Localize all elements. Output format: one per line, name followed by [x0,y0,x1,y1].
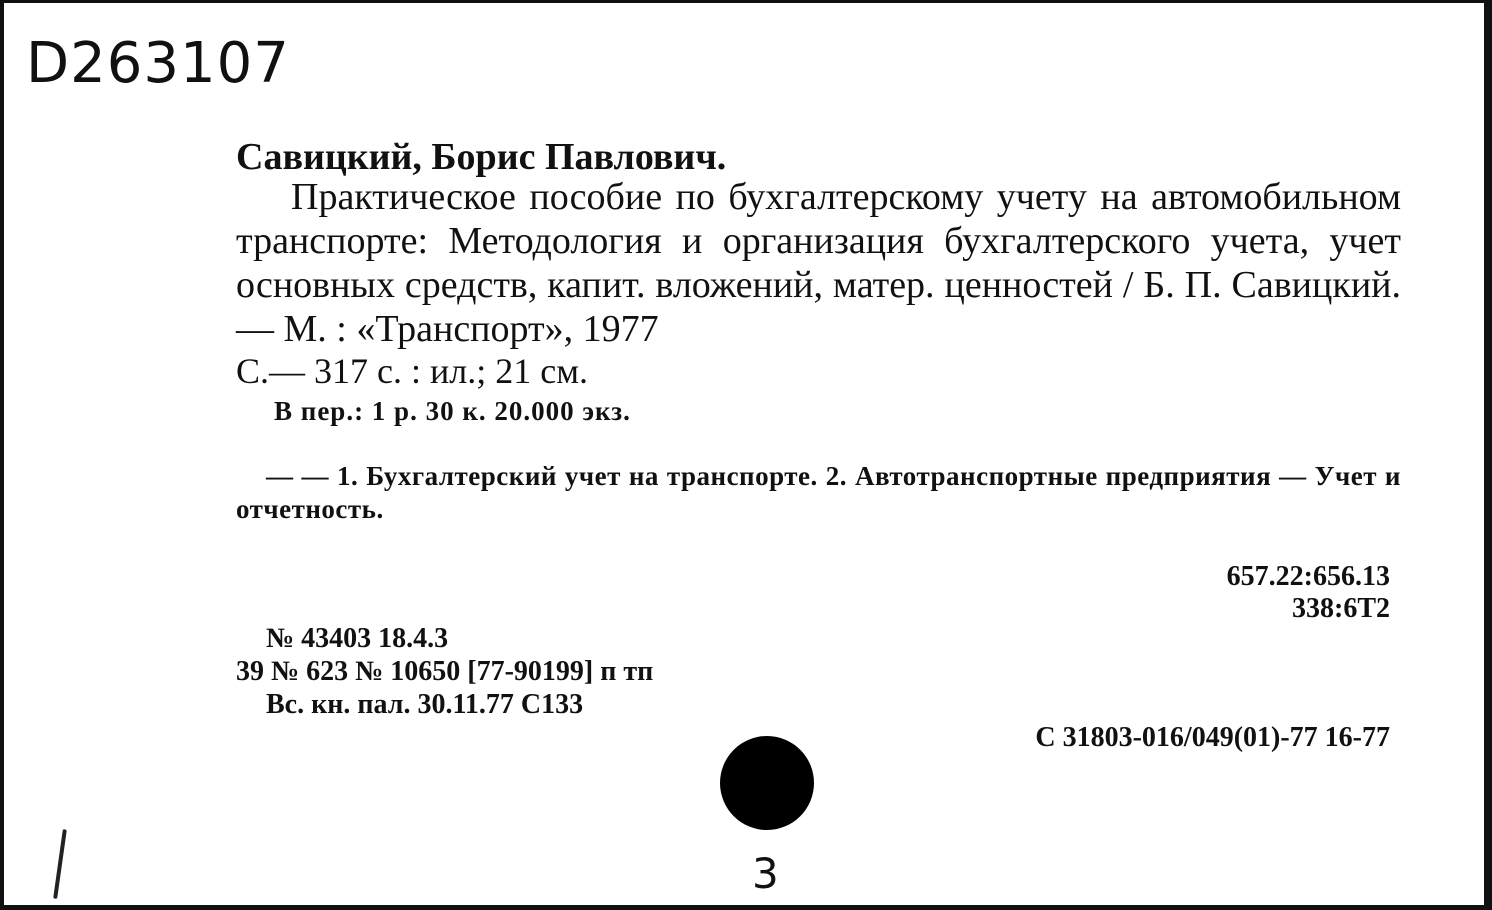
handwritten-code: D263107 [26,31,290,96]
author-heading: Савицкий, Борис Павлович. [236,136,727,178]
subject-headings: — — 1. Бухгалтерский учет на транспорте. 2. Автотранспортные предприятия — Учет и отчетность. [236,461,1401,524]
bbk-classification: 338:6Т2 [1292,593,1390,624]
udc-classification: 657.22:656.13 [1226,561,1390,592]
price-line: В пер.: 1 р. 30 к. 20.000 экз. [274,396,631,426]
publisher-code: С 31803-016/049(01)-77 16-77 [1035,722,1390,753]
registration-line: Вс. кн. пал. 30.11.77 С133 [266,689,584,720]
page-number: 3 [752,849,779,898]
title-description: Практическое пособие по бухгалтерскому учету на автомобильном транспорте: Методология и организация бухгалтерского учета, учет основных средств, капит. вложений, матер. ценностей / Б. П. Савицкий.— М. : «Транспорт», 1977 [236,176,1401,350]
imprint-line: С.— 317 с. : ил.; 21 см. [236,351,588,391]
pencil-mark [53,829,67,899]
registration-line: № 43403 18.4.3 [266,623,449,654]
registration-line: 39 № 623 № 10650 [77-90199] п тп [236,656,654,687]
punch-hole [720,736,814,830]
